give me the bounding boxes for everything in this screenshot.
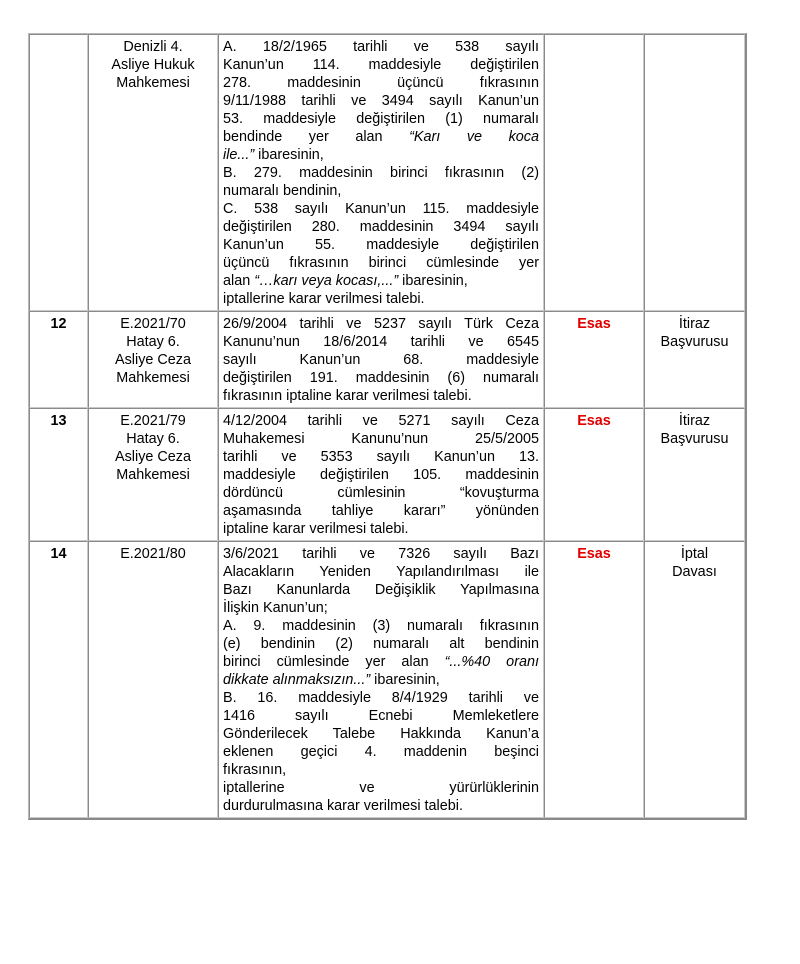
court-line: Mahkemesi [116,370,190,386]
quoted-phrase: “Karı ve koca [409,129,539,145]
text-line: iptallerine ve yürürlüklerinin [223,780,539,796]
court-cell [88,311,218,408]
text-line: İlişkin Kanun’un; [223,600,328,616]
text-fragment: ibaresinin, [370,672,440,688]
status-badge: Esas [544,311,644,408]
court-line: Mahkemesi [116,75,190,91]
table-row [29,541,745,818]
row-number-cell [29,34,88,311]
type-line: Başvurusu [660,334,729,350]
application-type-cell [644,541,745,818]
text-line: sayılı Kanun’un 68. maddesiyle [223,352,539,368]
court-line: Denizli 4. [123,39,183,55]
text-line [223,128,539,146]
text-line: 4/12/2004 tarihli ve 5271 sayılı Ceza [223,413,539,429]
status-badge: Esas [544,541,644,818]
request-text-cell [218,311,544,408]
text-line [223,272,539,290]
text-line: Gönderilecek Talebe Hakkında Kanun’a [223,726,539,742]
table-row [29,408,745,541]
text-line: durdurulmasına karar verilmesi talebi. [223,798,463,814]
case-number: E.2021/70 [120,316,186,332]
text-line: Kanun’un 114. maddesiyle değiştirilen [223,57,539,73]
text-fragment: ibaresinin, [254,147,324,163]
text-line: C. 538 sayılı Kanun’un 115. maddesiyle [223,201,539,217]
text-fragment: alan [223,273,255,289]
type-line: Davası [672,564,717,580]
text-line: fıkrasının, [223,762,287,778]
request-text-cell [218,541,544,818]
text-line: 53. maddesiyle değiştirilen (1) numaralı [223,111,539,127]
text-line: A. 18/2/1965 tarihli ve 538 sayılı [223,39,539,55]
quoted-phrase: “...%40 oranı [444,654,539,670]
application-type-cell [644,34,745,311]
text-line [223,146,539,164]
text-line: 278. maddesinin üçüncü fıkrasının [223,75,539,91]
text-line: fıkrasının iptaline karar verilmesi talebi. [223,388,472,404]
text-fragment: birinci cümlesinde yer alan [223,654,445,670]
text-line: Muhakemesi Kanunu’nun 25/5/2005 [223,431,539,447]
text-line: Kanun’un 55. maddesiyle değiştirilen [223,237,539,253]
court-line: Mahkemesi [116,467,190,483]
text-line: 9/11/1988 tarihli ve 3494 sayılı Kanun’un [223,93,539,109]
court-line: Asliye Ceza [115,449,191,465]
text-line: Kanunu’nun 18/6/2014 tarihli ve 6545 [223,334,539,350]
request-text-cell [218,408,544,541]
text-line: tarihli ve 5353 sayılı Kanun’un 13. [223,449,539,465]
request-text-cell [218,34,544,311]
status-badge: Esas [544,408,644,541]
court-cell [88,541,218,818]
court-line: Hatay 6. [126,431,180,447]
text-line: dördüncü cümlesinin “kovuşturma [223,485,539,501]
court-line: Asliye Hukuk [111,57,195,73]
type-line: İtiraz [678,413,711,429]
quoted-phrase: “…karı veya kocası,...” [254,273,399,289]
quoted-phrase: ile...” [223,147,255,163]
quoted-phrase: dikkate alınmaksızın...” [223,672,371,688]
type-line: Başvurusu [660,431,729,447]
text-fragment: ibaresinin, [398,273,468,289]
text-line: 1416 sayılı Ecnebi Memleketlere [223,708,539,724]
text-line: değiştirilen 191. maddesinin (6) numaralı [223,370,539,386]
case-number: E.2021/80 [120,546,186,562]
text-fragment: bendinde yer alan [223,129,410,145]
row-number-cell: 14 [29,541,88,818]
text-line: B. 16. maddesiyle 8/4/1929 tarihli ve [223,690,539,706]
text-line: maddesiyle değiştirilen 105. maddesinin [223,467,539,483]
text-line: 3/6/2021 tarihli ve 7326 sayılı Bazı [223,546,539,562]
application-type-cell [644,408,745,541]
court-line: Asliye Ceza [115,352,191,368]
text-line: B. 279. maddesinin birinci fıkrasının (2) [223,165,539,181]
text-line: üçüncü fıkrasının birinci cümlesinde yer [223,255,539,271]
text-line: iptallerine karar verilmesi talebi. [223,291,425,307]
text-line: aşamasında tahliye kararı” yönünden [223,503,539,519]
text-line: iptaline karar verilmesi talebi. [223,521,409,537]
status-cell [544,34,644,311]
court-cell [88,408,218,541]
type-line: İptal [680,546,709,562]
table-row [29,311,745,408]
court-line: Hatay 6. [126,334,180,350]
text-line: 26/9/2004 tarihli ve 5237 sayılı Türk Ceza [223,316,539,332]
row-number-cell: 13 [29,408,88,541]
text-line: eklenen geçici 4. maddenin beşinci [223,744,539,760]
text-line: (e) bendinin (2) numaralı alt bendinin [223,636,539,652]
text-line: Alacakların Yeniden Yapılandırılması ile [223,564,539,580]
text-line [223,653,539,671]
text-line [223,671,539,689]
type-line: İtiraz [678,316,711,332]
petitions-table [28,33,747,820]
text-line: numaralı bendinin, [223,183,342,199]
table-row [29,34,745,311]
text-line: A. 9. maddesinin (3) numaralı fıkrasının [223,618,539,634]
text-line: değiştirilen 280. maddesinin 3494 sayılı [223,219,539,235]
text-line: Bazı Kanunlarda Değişiklik Yapılmasına [223,582,539,598]
application-type-cell [644,311,745,408]
row-number-cell: 12 [29,311,88,408]
court-cell [88,34,218,311]
case-number: E.2021/79 [120,413,186,429]
